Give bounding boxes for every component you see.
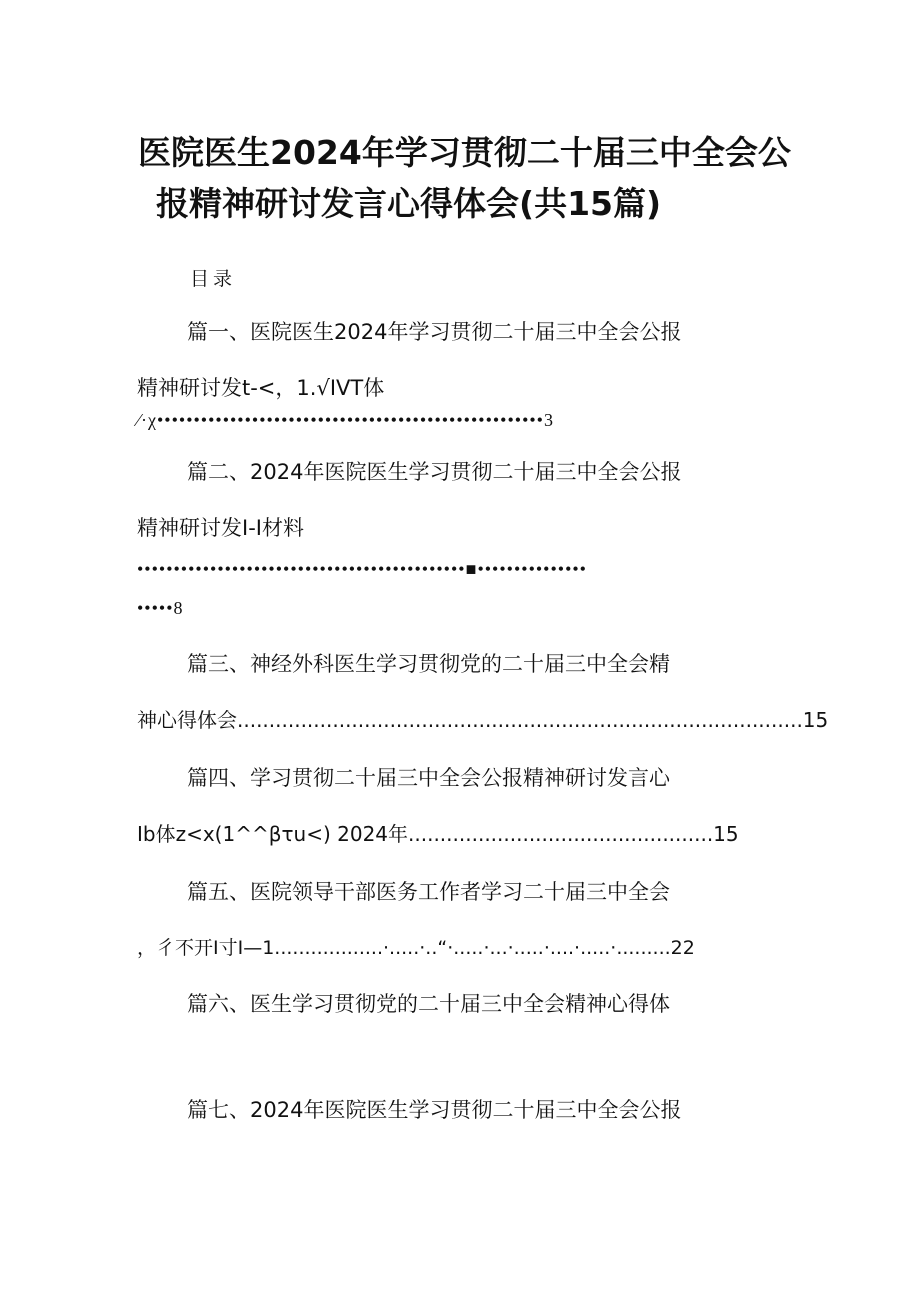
toc-entry-4-continuation[interactable]: Ib体z<x(1^^βτu<) 2024年................................................15 [137,822,739,846]
document-title-line-2: 报精神研讨发言心得体会(共15篇) [156,184,662,223]
toc-entry-5-continuation[interactable]: ，彳不开I寸I—1..................·.....·..“·.....·...·.....·....·.....·.........22 [137,937,695,959]
document-title-line-1: 医院医生2024年学习贯彻二十届三中全会公 [138,133,791,172]
toc-entry-2-continuation[interactable]: 精神研讨发I-I材料 [137,516,304,540]
toc-heading: 目录 [190,268,237,290]
toc-entry-2-title[interactable]: 篇二、2024年医院医生学习贯彻二十届三中全会公报 [187,460,682,484]
toc-entry-5-title[interactable]: 篇五、医院领导干部医务工作者学习二十届三中全会 [187,880,670,904]
toc-entry-2-page: •••••8 [137,598,184,618]
toc-entry-1-continuation[interactable]: 精神研讨发t-<，1.√IVT体 [137,376,385,400]
toc-entry-6-title[interactable]: 篇六、医生学习贯彻党的二十届三中全会精神心得体 [187,992,670,1016]
toc-entry-4-title[interactable]: 篇四、学习贯彻二十届三中全会公报精神研讨发言心 [187,766,670,790]
toc-entry-7-title[interactable]: 篇七、2024年医院医生学习贯彻二十届三中全会公报 [187,1098,682,1122]
toc-entry-3-continuation[interactable]: 神心得体会.........................................................................................15 [137,708,829,732]
toc-entry-2-leader: •••••••••••••••••••••••••••••••••••••••••••••■••••••••••••••• [137,559,587,579]
toc-entry-3-title[interactable]: 篇三、神经外科医生学习贯彻党的二十届三中全会精 [187,652,670,676]
toc-entry-1-leader: ⁄·χ•••••••••••••••••••••••••••••••••••••••••••••••••••••3 [137,410,554,430]
toc-entry-1-title[interactable]: 篇一、医院医生2024年学习贯彻二十届三中全会公报 [187,320,682,344]
